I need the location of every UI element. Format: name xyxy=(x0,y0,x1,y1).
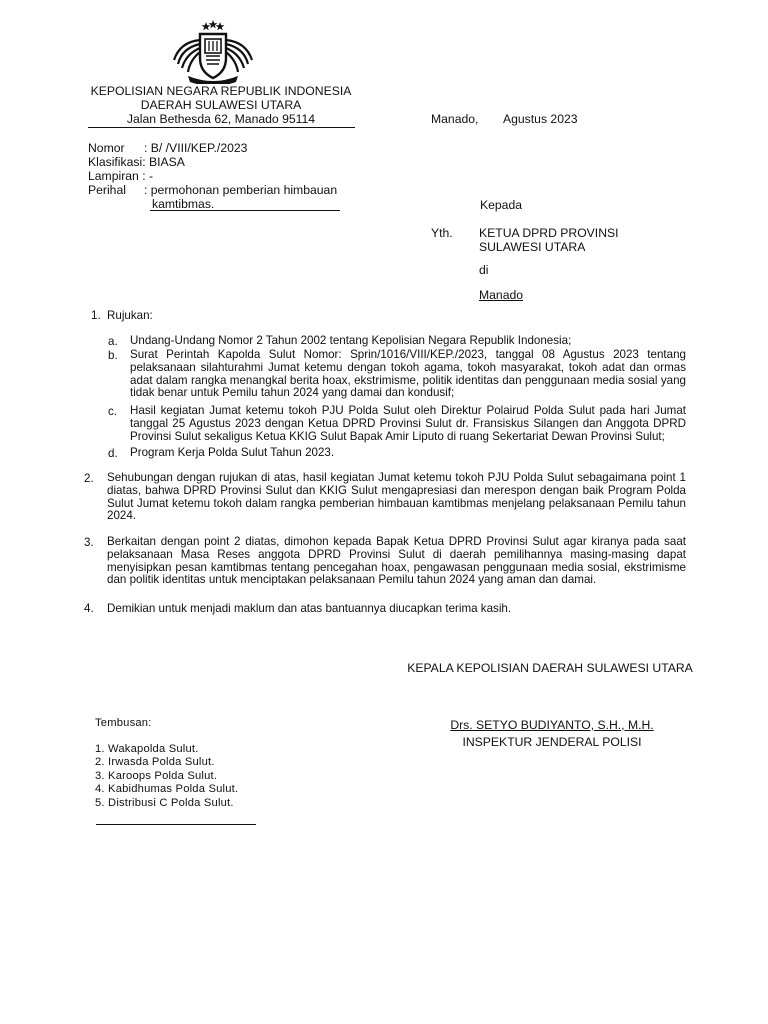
perihal-value-2: kamtibmas. xyxy=(152,197,215,211)
recipient-city: Manado xyxy=(479,288,524,302)
org-name-line2: DAERAH SULAWESI UTARA xyxy=(140,98,302,112)
kepada-label: Kepada xyxy=(480,198,523,212)
police-emblem-icon xyxy=(170,20,256,84)
klasifikasi-value: : BIASA xyxy=(142,155,185,169)
signature-title: KEPALA KEPOLISIAN DAERAH SULAWESI UTARA xyxy=(407,661,693,675)
point-4-number: 4. xyxy=(84,602,94,615)
ref-a-text: Undang-Undang Nomor 2 Tahun 2002 tentang Kepolisian Negara Republik Indonesia; xyxy=(130,334,572,347)
meta-perihal xyxy=(88,183,337,198)
tembusan-title: Tembusan: xyxy=(95,717,152,729)
perihal-divider xyxy=(150,210,340,211)
ref-c-letter: c. xyxy=(108,405,118,418)
signature-name: Drs. SETYO BUDIYANTO, S.H., M.H. xyxy=(450,718,654,732)
tembusan-item: 5. Distribusi C Polda Sulut. xyxy=(95,797,234,809)
date-month-year: Agustus 2023 xyxy=(503,112,578,126)
point-2-number: 2. xyxy=(84,472,94,485)
klasifikasi-label: Klasifikasi xyxy=(88,155,143,169)
yth-label: Yth. xyxy=(431,226,453,240)
tembusan-item: 1. Wakapolda Sulut. xyxy=(95,743,199,755)
point-3-number: 3. xyxy=(84,536,94,549)
tembusan-item: 4. Kabidhumas Polda Sulut. xyxy=(95,783,239,795)
point-2-text: Sehubungan dengan rujukan di atas, hasil kegiatan Jumat ketemu tokoh PJU Polda Sulut sebagaimana point 1 diatas, bahwa DPRD Provinsi Sulut dan KKIG Sulut mengapresiasi dan merespon dengan baik Program Polda Sulut Jumat ketemu tokoh dalam rangka pemberian himbauan kamtibmas menjelang pelaksanaan Pemilu tahun 2024. xyxy=(107,471,686,523)
org-name-line1: KEPOLISIAN NEGARA REPUBLIK INDONESIA xyxy=(90,84,352,98)
tembusan-divider xyxy=(96,824,256,825)
point-1-number: 1. xyxy=(91,309,101,322)
ref-c-text: Hasil kegiatan Jumat ketemu tokoh PJU Polda Sulut oleh Direktur Polairud Polda Sulut pada hari Jumat tanggal 25 Agustus 2023 dengan Ketua DPRD Provinsi Sulut dr. Fransiskus Silangen dan Anggota DPRD Provinsi Sulut sekaligus Ketua KKIG Sulut Bapak Amir Liputo di ruang Sekertariat Dewan Provinsi Sulut; xyxy=(130,404,686,443)
tembusan-item: 3. Karoops Polda Sulut. xyxy=(95,770,218,782)
recipient-name-2: SULAWESI UTARA xyxy=(479,240,586,254)
ref-b-letter: b. xyxy=(108,349,118,362)
tembusan-item: 2. Irwasda Polda Sulut. xyxy=(95,756,215,768)
signature-rank: INSPEKTUR JENDERAL POLISI xyxy=(462,735,642,749)
meta-nomor xyxy=(88,141,247,156)
header-divider xyxy=(88,127,355,128)
org-address: Jalan Bethesda 62, Manado 95114 xyxy=(126,112,316,126)
nomor-label: Nomor xyxy=(88,141,125,155)
point-3-text: Berkaitan dengan point 2 diatas, dimohon kepada Bapak Ketua DPRD Provinsi Sulut agar kiranya pada saat pelaksanaan Masa Reses anggota DPRD Provinsi Sulut di daerah pemilihannya masing-masing dapat menyisipkan pesan kamtibmas tentang pencegahan hoax, pengawasan penggunaan media sosial, ekstrimisme dan politik identitas untuk menciptakan pelaksanaan Pemilu tahun 2024 yang aman dan damai. xyxy=(107,535,686,587)
ref-d-text: Program Kerja Polda Sulut Tahun 2023. xyxy=(130,446,335,459)
point-1-title: Rujukan: xyxy=(107,309,153,322)
perihal-value-1: : permohonan pemberian himbauan xyxy=(144,183,338,197)
ref-d-letter: d. xyxy=(108,447,118,460)
nomor-value: : B/ /VIII/KEP./2023 xyxy=(144,141,248,155)
date-place: Manado, xyxy=(431,112,479,126)
lampiran-label: Lampiran xyxy=(88,169,139,183)
ref-a-letter: a. xyxy=(108,335,118,348)
recipient-di: di xyxy=(479,263,489,277)
meta-lampiran xyxy=(88,169,153,184)
lampiran-value: : - xyxy=(142,169,154,183)
perihal-label: Perihal xyxy=(88,183,126,197)
ref-b-text: Surat Perintah Kapolda Sulut Nomor: Sprin/1016/VIII/KEP./2023, tanggal 08 Agustus 2023 tentang pelaksanaan silahturahmi Jumat ketemu dengan tokoh agama, tokoh masyarakat, tokoh adat dan ormas adat dalam rangka menangkal berita hoax, ekstrimisme, politik identitas dan penggunaan media sosial yang tidak benar untuk Pemilu tahun 2024 yang damai dan kondusif; xyxy=(130,348,686,400)
point-4-text: Demikian untuk menjadi maklum dan atas bantuannya diucapkan terima kasih. xyxy=(107,602,512,615)
meta-klasifikasi xyxy=(88,155,185,170)
recipient-name-1: KETUA DPRD PROVINSI xyxy=(479,226,619,240)
